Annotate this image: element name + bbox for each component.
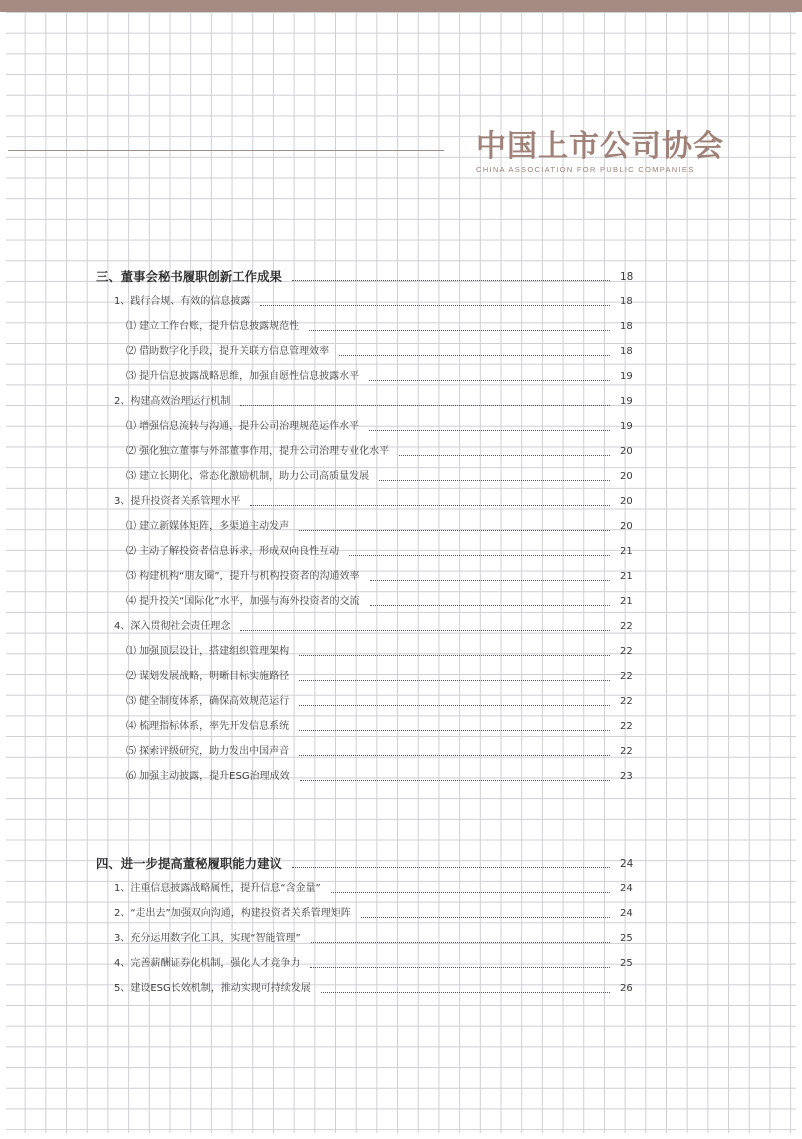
toc-entry-title: 2、“走出去”加强双向沟通，构建投资者关系管理矩阵 [114,908,351,919]
toc-page-number: 21 [620,546,633,557]
toc-entry-title: ⑸ 探索评级研究，助力发出中国声音 [126,746,290,757]
toc-entry-title: 2、构建高效治理运行机制 [114,396,231,407]
toc-page-number: 20 [620,446,633,457]
toc-entry-title: ⑷ 梳理指标体系，率先开发信息系统 [126,721,290,732]
toc-dot-leader [370,580,610,581]
toc-entry-title: ⑶ 提升信息披露战略思维，加强自愿性信息披露水平 [126,371,360,382]
toc-page-number: 19 [620,396,633,407]
toc-dot-leader [361,917,610,918]
toc-entry[interactable] [0,343,802,361]
toc-dot-leader [370,605,610,606]
toc-section-heading[interactable] [0,855,802,873]
toc-dot-leader [349,555,610,556]
toc-dot-leader [309,330,610,331]
toc-entry-title: ⑵ 主动了解投资者信息诉求，形成双向良性互动 [126,546,340,557]
toc-entry-title: ⑶ 建立长期化、常态化激励机制，助力公司高质量发展 [126,471,370,482]
toc-dot-leader [369,430,610,431]
toc-dot-leader [299,755,610,756]
toc-entry[interactable] [0,768,802,786]
toc-entry-title: ⑴ 建立新媒体矩阵，多渠道主动发声 [126,521,290,532]
toc-dot-leader [299,530,610,531]
toc-page-number: 21 [620,571,633,582]
toc-entry-title: ⑵ 强化独立董事与外部董事作用，提升公司治理专业化水平 [126,446,390,457]
toc-page-number: 26 [620,983,633,994]
toc-section-heading[interactable] [0,268,802,286]
toc-entry-title: ⑶ 构建机构“朋友圈”，提升与机构投资者的沟通效率 [126,571,360,582]
toc-dot-leader [299,730,610,731]
toc-entry[interactable] [0,293,802,311]
toc-page-number: 22 [620,721,633,732]
toc-entry[interactable] [0,905,802,923]
toc-entry[interactable] [0,318,802,336]
toc-page-number: 21 [620,596,633,607]
toc-entry[interactable] [0,468,802,486]
toc-page-number: 18 [620,321,633,332]
toc-entry[interactable] [0,743,802,761]
toc-entry-title: ⑶ 健全制度体系，确保高效规范运行 [126,696,290,707]
toc-dot-leader [310,967,610,968]
toc-page-number: 22 [620,746,633,757]
toc-entry-title: 3、提升投资者关系管理水平 [114,496,241,507]
toc-page-number: 18 [620,296,633,307]
toc-entry[interactable] [0,393,802,411]
toc-entry[interactable] [0,593,802,611]
toc-page-number: 22 [620,671,633,682]
toc-page-number: 18 [620,271,634,283]
toc-entry-title: 四、进一步提高董秘履职能力建议 [96,856,282,871]
toc-dot-leader [369,380,610,381]
toc-entry[interactable] [0,418,802,436]
toc-page-number: 24 [620,908,633,919]
toc-entry[interactable] [0,980,802,998]
toc-entry[interactable] [0,643,802,661]
toc-entry-title: 4、深入贯彻社会责任理念 [114,621,231,632]
toc-entry[interactable] [0,568,802,586]
toc-page-number: 20 [620,496,633,507]
toc-dot-leader [299,680,610,681]
toc-page-number: 22 [620,621,633,632]
toc-page-number: 18 [620,346,633,357]
toc-page-number: 19 [620,421,633,432]
toc-dot-leader [331,892,610,893]
toc-entry-title: 3、充分运用数字化工具，实现“智能管理” [114,933,301,944]
page-margin-right [796,12,802,1139]
toc-entry-title: 5、建设ESG长效机制，推动实现可持续发展 [114,983,311,994]
toc-entry-title: ⑵ 谋划发展战略，明晰目标实施路径 [126,671,290,682]
toc-page-number: 25 [620,933,633,944]
toc-dot-leader [311,942,610,943]
toc-entry-title: ⑴ 建立工作台账，提升信息披露规范性 [126,321,300,332]
toc-entry-title: ⑹ 加强主动披露，提升ESG治理成效 [126,771,290,782]
toc-entry[interactable] [0,718,802,736]
toc-dot-leader [299,655,610,656]
toc-dot-leader [299,705,610,706]
toc-dot-leader [240,405,610,406]
toc-page-number: 20 [620,471,633,482]
toc-page-number: 22 [620,646,633,657]
toc-entry[interactable] [0,518,802,536]
toc-entry[interactable] [0,930,802,948]
toc-dot-leader [300,780,610,781]
toc-entry-title: ⑴ 加强顶层设计，搭建组织管理架构 [126,646,290,657]
toc-entry[interactable] [0,880,802,898]
toc-entry[interactable] [0,368,802,386]
toc-entry[interactable] [0,955,802,973]
toc-dot-leader [292,280,610,281]
toc-entry[interactable] [0,693,802,711]
toc-dot-leader [399,455,610,456]
toc-entry-title: ⑴ 增强信息流转与沟通，提升公司治理规范运作水平 [126,421,360,432]
toc-entry-title: 4、完善薪酬证券化机制，强化人才竞争力 [114,958,301,969]
toc-dot-leader [260,305,610,306]
toc-entry-title: 1、注重信息披露战略属性，提升信息“含金量” [114,883,321,894]
toc-entry[interactable] [0,618,802,636]
toc-page-number: 19 [620,371,633,382]
toc-dot-leader [379,480,610,481]
toc-page-number: 22 [620,696,633,707]
toc-page-number: 23 [620,771,633,782]
toc-entry-title: ⑷ 提升投关“国际化”水平，加强与海外投资者的交流 [126,596,360,607]
toc-dot-leader [339,355,610,356]
page-margin-left [0,12,6,1139]
toc-entry[interactable] [0,668,802,686]
toc-entry[interactable] [0,443,802,461]
page-margin-bottom [0,1133,802,1139]
toc-entry[interactable] [0,543,802,561]
toc-entry[interactable] [0,493,802,511]
toc-page-number: 20 [620,521,633,532]
toc-entry-title: 三、董事会秘书履职创新工作成果 [96,269,282,284]
toc-entry-title: ⑵ 借助数字化手段，提升关联方信息管理效率 [126,346,330,357]
toc-page-number: 25 [620,958,633,969]
toc-dot-leader [292,867,610,868]
logo-chinese-name: 中国上市公司协会 [476,129,724,164]
toc-page-number: 24 [620,883,633,894]
toc-entry-title: 1、践行合规、有效的信息披露 [114,296,251,307]
toc-dot-leader [321,992,610,993]
toc-dot-leader [240,630,610,631]
toc-dot-leader [250,505,610,506]
toc-page-number: 24 [620,858,634,870]
logo-english-name: CHINA ASSOCIATION FOR PUBLIC COMPANIES [476,165,695,174]
